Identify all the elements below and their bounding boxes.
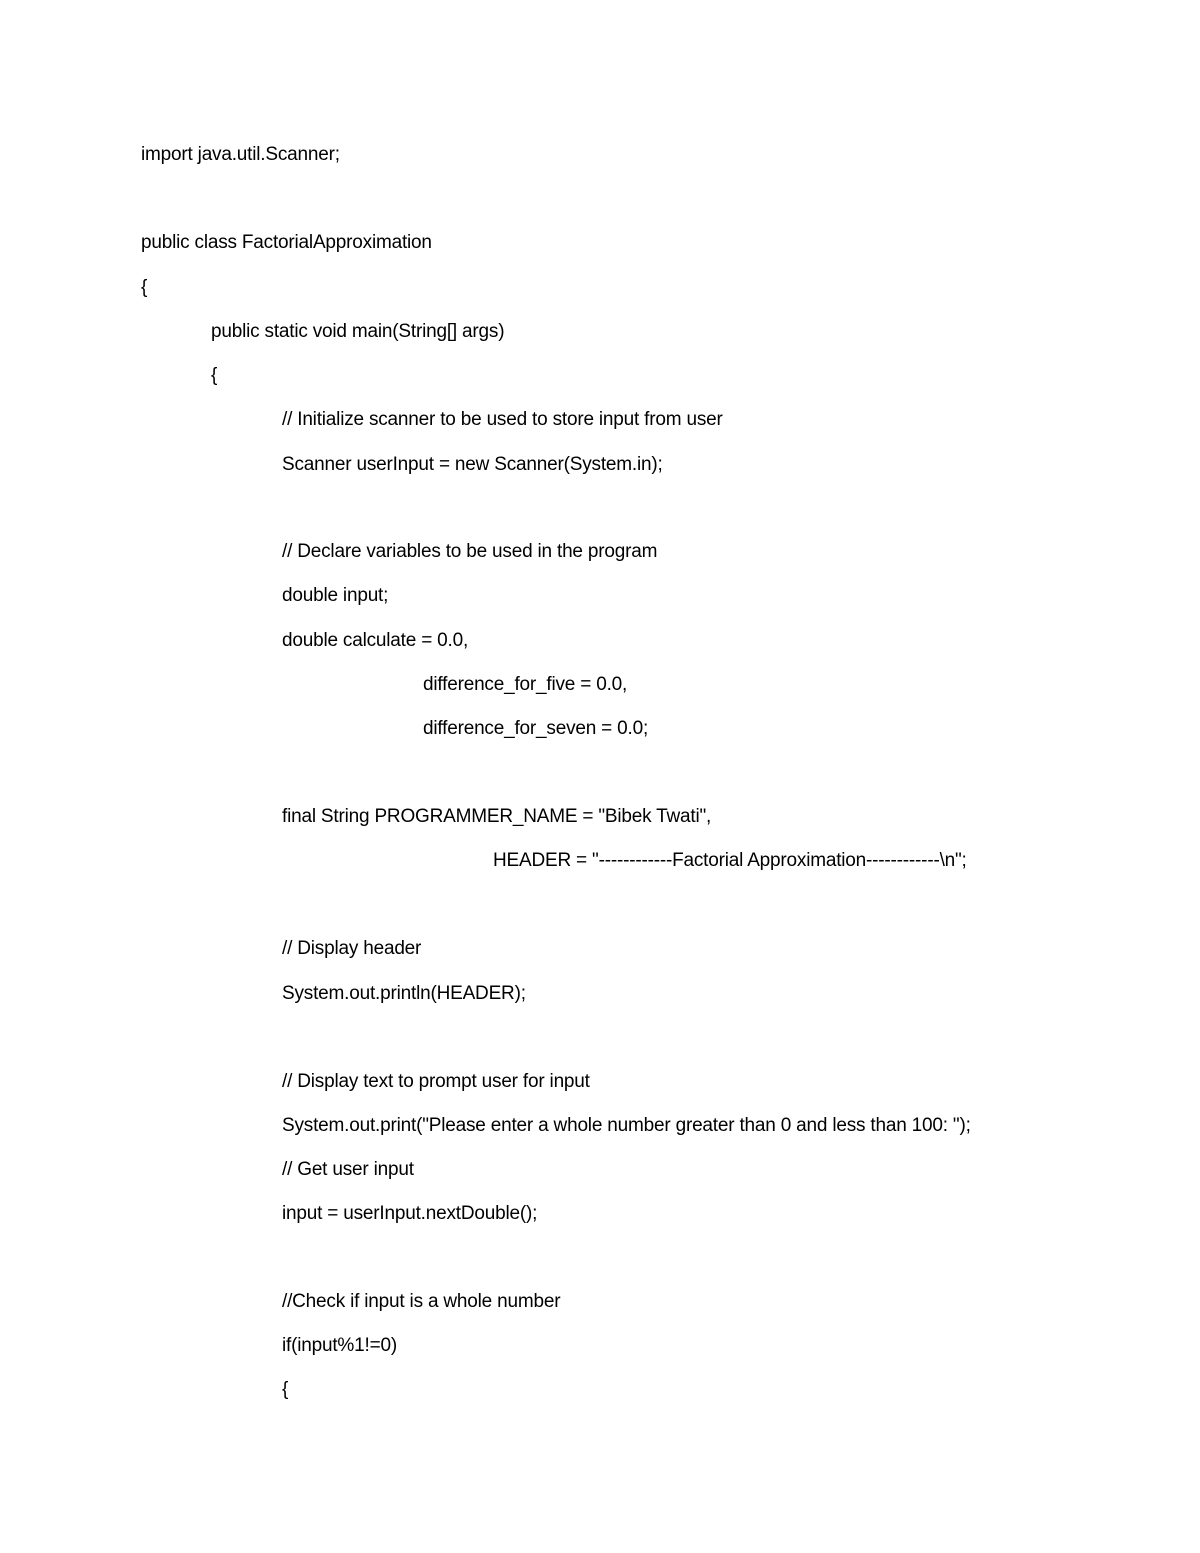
code-line-if-open-brace: { bbox=[282, 1379, 289, 1400]
code-line-main-declaration: public static void main(String[] args) bbox=[211, 321, 505, 342]
code-line-import: import java.util.Scanner; bbox=[141, 144, 340, 165]
code-line-class-declaration: public class FactorialApproximation bbox=[141, 232, 432, 253]
code-line-scanner: Scanner userInput = new Scanner(System.in); bbox=[282, 454, 663, 475]
code-line-programmer-name: final String PROGRAMMER_NAME = "Bibek Twati", bbox=[282, 806, 712, 827]
code-comment-check-whole-number: //Check if input is a whole number bbox=[282, 1291, 561, 1312]
code-comment-prompt-user: // Display text to prompt user for input bbox=[282, 1071, 590, 1092]
code-line-next-double: input = userInput.nextDouble(); bbox=[282, 1203, 538, 1224]
code-line-difference-five: difference_for_five = 0.0, bbox=[423, 674, 628, 695]
code-comment-display-header: // Display header bbox=[282, 938, 422, 959]
code-line-if-condition: if(input%1!=0) bbox=[282, 1335, 397, 1356]
code-comment-declare-variables: // Declare variables to be used in the program bbox=[282, 541, 658, 562]
code-line-println-header: System.out.println(HEADER); bbox=[282, 983, 526, 1004]
code-line-double-input: double input; bbox=[282, 585, 389, 606]
code-line-difference-seven: difference_for_seven = 0.0; bbox=[423, 718, 649, 739]
code-line-double-calculate: double calculate = 0.0, bbox=[282, 630, 469, 651]
code-comment-get-input: // Get user input bbox=[282, 1159, 414, 1180]
code-line-class-open-brace: { bbox=[141, 277, 148, 298]
code-line-print-prompt: System.out.print("Please enter a whole number greater than 0 and less than 100: "); bbox=[282, 1115, 971, 1136]
code-comment-initialize-scanner: // Initialize scanner to be used to store input from user bbox=[282, 409, 723, 430]
code-line-main-open-brace: { bbox=[211, 365, 218, 386]
code-line-header: HEADER = "------------Factorial Approximation------------\n"; bbox=[493, 850, 967, 871]
